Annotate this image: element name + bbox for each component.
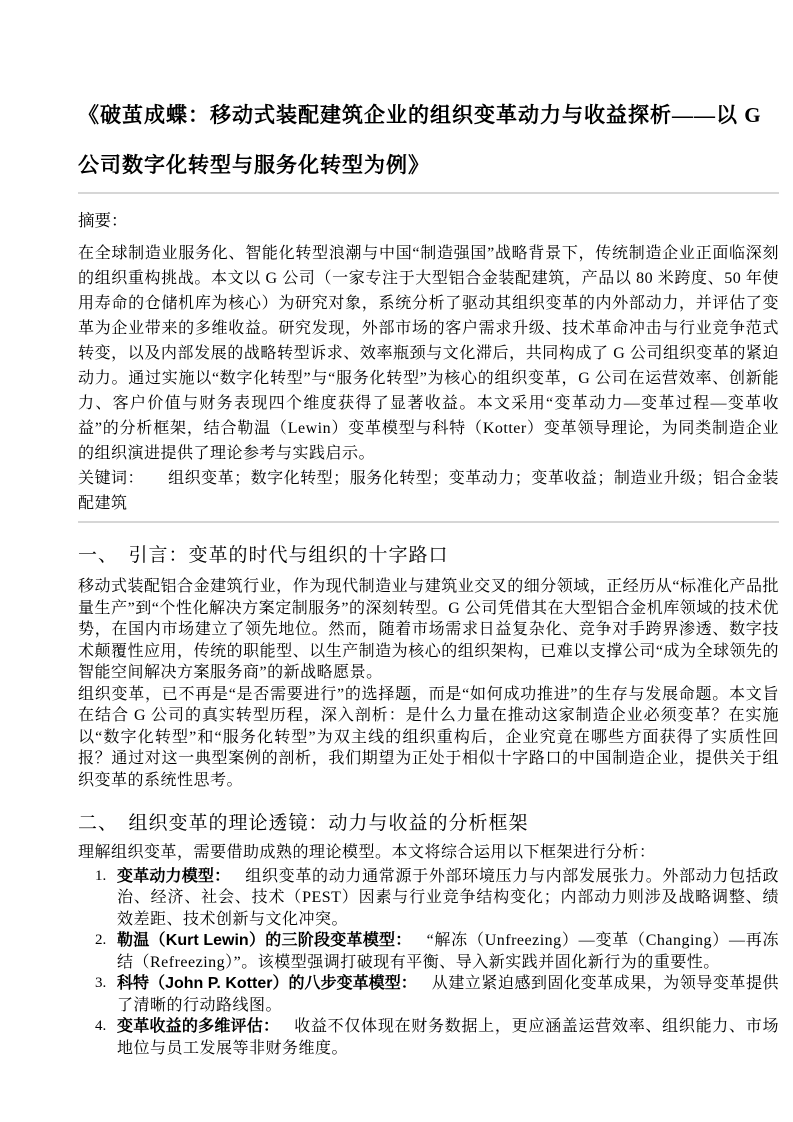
abstract-paragraph: 在全球制造业服务化、智能化转型浪潮与中国“制造强国”战略背景下，传统制造企业正面临深刻的组织重构挑战。本文以 G 公司（一家专注于大型铝合金装配建筑，产品以 80 米跨度、50 年使用寿命的仓储机库为核心）为研究对象，系统分析了驱动其组织变革的内外部动力，并评估了变革为企业带来的多维收益。研究发现，外部市场的客户需求升级、技术革命冲击与行业竞争范式转变，以及内部发展的战略转型诉求、效率瓶颈与文化滞后，共同构成了 G 公司组织变革的紧迫动力。通过实施以“数字化转型”与“服务化转型”为核心的组织变革，G 公司在运营效率、创新能力、客户价值与财务表现四个维度获得了显著收益。本文采用“变革动力—变革过程—变革收益”的分析框架，结合勒温（Lewin）变革模型与科特（Kotter）变革领导理论，为同类制造企业的组织演进提供了理论参考与实践启示。	[78, 245, 779, 462]
list-item-body	[117, 1016, 779, 1059]
section2-intro: 理解组织变革，需要借助成熟的理论模型。本文将综合运用以下框架进行分析：	[78, 844, 656, 861]
list-item-lead: 变革收益的多维评估：	[117, 1018, 280, 1035]
list-item-text: 从建立紧迫感到固化变革成果，为领导变革提供了清晰的行动路线图。	[117, 975, 779, 1014]
list-item-text: 收益不仅体现在财务数据上，更应涵盖运营效率、组织能力、市场地位与员工发展等非财务维度。	[117, 1018, 779, 1057]
list-item-text: “解冻（Unfreezing）—变革（Changing）—再冻结（Refreezing）”。该模型强调打破现有平衡、导入新实践并固化新行为的重要性。	[117, 932, 779, 971]
list-item-number: 2.	[95, 932, 107, 948]
list-item-lead: 科特（John P. Kotter）的八步变革模型：	[117, 975, 417, 992]
keywords-divider	[78, 521, 779, 523]
framework-list-item-4	[78, 1016, 779, 1059]
list-item-number: 4.	[95, 1018, 107, 1034]
list-item-body	[117, 930, 779, 973]
section2-heading: 二、 组织变革的理论透镜：动力与收益的分析框架	[78, 813, 529, 834]
section1-paragraph-2: 组织变革，已不再是“是否需要进行”的选择题，而是“如何成功推进”的生存与发展命题。本文旨在结合 G 公司的真实转型历程，深入剖析：是什么力量在推动这家制造企业必须变革？在实施以“数字化转型”和“服务化转型”为双主线的组织重构后，企业究竟在哪些方面获得了实质性回报？通过对这一典型案例的剖析，我们期望为正处于相似十字路口的中国制造企业，提供关于组织变革的系统性思考。	[78, 685, 779, 789]
keywords-line	[78, 466, 779, 516]
title-divider	[78, 192, 779, 194]
list-item-number: 1.	[95, 867, 107, 884]
section1-heading: 一、 引言：变革的时代与组织的十字路口	[78, 545, 449, 566]
section1-paragraph-1: 移动式装配铝合金建筑行业，作为现代制造业与建筑业交叉的细分领域，正经历从“标准化产品批量生产”到“个性化解决方案定制服务”的深刻转型。G 公司凭借其在大型铝合金机库领域的技术优势，在国内市场建立了领先地位。然而，随着市场需求日益复杂化、竞争对手跨界渗透、数字技术颠覆性应用，传统的职能型、以生产制造为核心的组织架构，已难以支撑公司“成为全球领先的智能空间解决方案服务商”的新战略愿景。	[78, 578, 779, 681]
list-item-text: 组织变革的动力通常源于外部环境压力与内部发展张力。外部动力包括政治、经济、社会、技术（PEST）因素与行业竞争结构变化；内部动力则涉及战略调整、绩效差距、技术创新与文化冲突。	[117, 867, 779, 928]
framework-list-item-2	[78, 930, 779, 973]
list-item-body	[117, 973, 779, 1016]
list-item-lead: 勒温（Kurt Lewin）的三阶段变革模型：	[117, 932, 412, 949]
list-item-number: 3.	[95, 975, 107, 991]
list-item-body	[117, 866, 779, 931]
abstract-label: 摘要：	[78, 211, 128, 230]
list-item-lead: 变革动力模型：	[117, 867, 231, 885]
document-title: 《破茧成蝶：移动式装配建筑企业的组织变革动力与收益探析——以 G 公司数字化转型与服务化转型为例》	[78, 103, 762, 177]
framework-list-item-1	[78, 866, 779, 931]
framework-list	[78, 866, 779, 1060]
keywords-label: 关键词：	[78, 470, 145, 487]
framework-list-item-3	[78, 973, 779, 1016]
document-content	[78, 0, 779, 1059]
keywords-text: 组织变革；数字化转型；服务化转型；变革动力；变革收益；制造业升级；铝合金装配建筑	[78, 470, 779, 512]
